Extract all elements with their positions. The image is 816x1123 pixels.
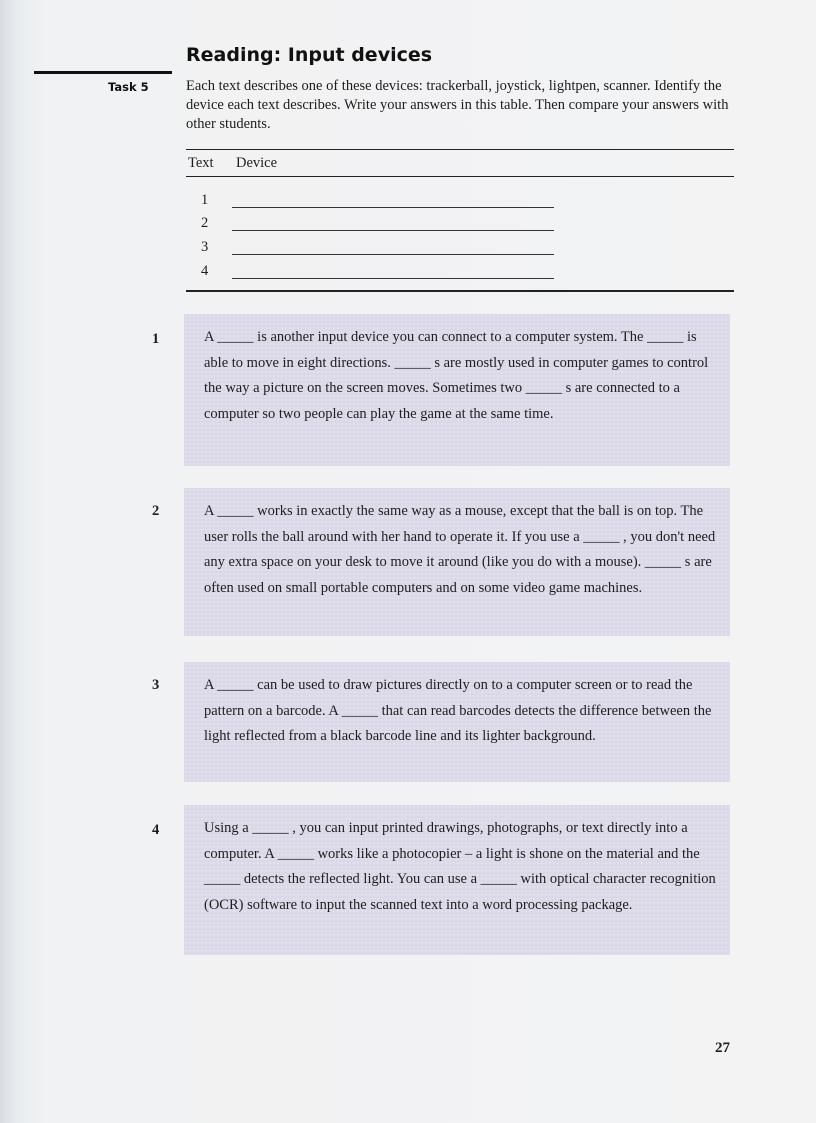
text-number: 2	[152, 503, 160, 519]
answer-blank-line[interactable]	[232, 254, 554, 255]
reading-text-2	[184, 488, 730, 636]
answer-blank-line[interactable]	[232, 230, 554, 231]
reading-text-4	[184, 805, 730, 955]
page-title: Reading: Input devices	[186, 44, 433, 66]
task-label: Task 5	[108, 80, 149, 94]
text-number: 3	[152, 677, 160, 693]
answer-blank-line[interactable]	[232, 207, 554, 208]
table-top-rule	[186, 149, 734, 150]
answer-blank-line[interactable]	[232, 278, 554, 279]
reading-text-body: A _____ works in exactly the same way as a mouse, except that the ball is on top. The user rolls the ball around with her hand to operate it. If you use a _____ , you don't need any extra space on your desk to move it around (like you do with a mouse). _____ s are often used on small portable computers and on some video game machines.	[204, 503, 716, 596]
answer-row	[186, 239, 566, 259]
answer-row	[186, 192, 566, 212]
task-rule	[34, 71, 172, 74]
reading-text-body: Using a _____ , you can input printed drawings, photographs, or text directly into a computer. A _____ works like a photocopier – a light is shone on the material and the _____ detects the reflected light. You can use a _____ with optical character recognition (OCR) software to input the scanned text into a word processing package.	[204, 820, 716, 913]
column-header-text: Text	[188, 155, 214, 171]
table-bottom-rule	[186, 290, 734, 292]
reading-text-1	[184, 314, 730, 466]
reading-text-body: A _____ is another input device you can connect to a computer system. The _____ is able to move in eight directions. _____ s are mostly used in computer games to control the way a picture on the screen moves. Sometimes two _____ s are connected to a computer so two people can play the game at the same time.	[204, 329, 709, 422]
table-header-rule	[186, 176, 734, 177]
answer-row	[186, 263, 566, 283]
reading-text-3	[184, 662, 730, 782]
page-number: 27	[715, 1040, 730, 1056]
answer-row	[186, 215, 566, 235]
answer-row-number: 1	[201, 192, 209, 208]
reading-text-body: A _____ can be used to draw pictures directly on to a computer screen or to read the pattern on a barcode. A _____ that can read barcodes detects the difference between the light reflected from a black barcode line and its lighter background.	[204, 677, 712, 744]
column-header-device: Device	[236, 155, 278, 171]
task-instructions: Each text describes one of these devices: trackerball, joystick, lightpen, scanner. Identify the device each text describes. Write your answers in this table. Then compare your answers with other students.	[186, 78, 729, 132]
answer-row-number: 4	[201, 263, 209, 279]
answer-row-number: 2	[201, 215, 209, 231]
text-number: 4	[152, 822, 160, 838]
text-number: 1	[152, 331, 160, 347]
answer-row-number: 3	[201, 239, 209, 255]
